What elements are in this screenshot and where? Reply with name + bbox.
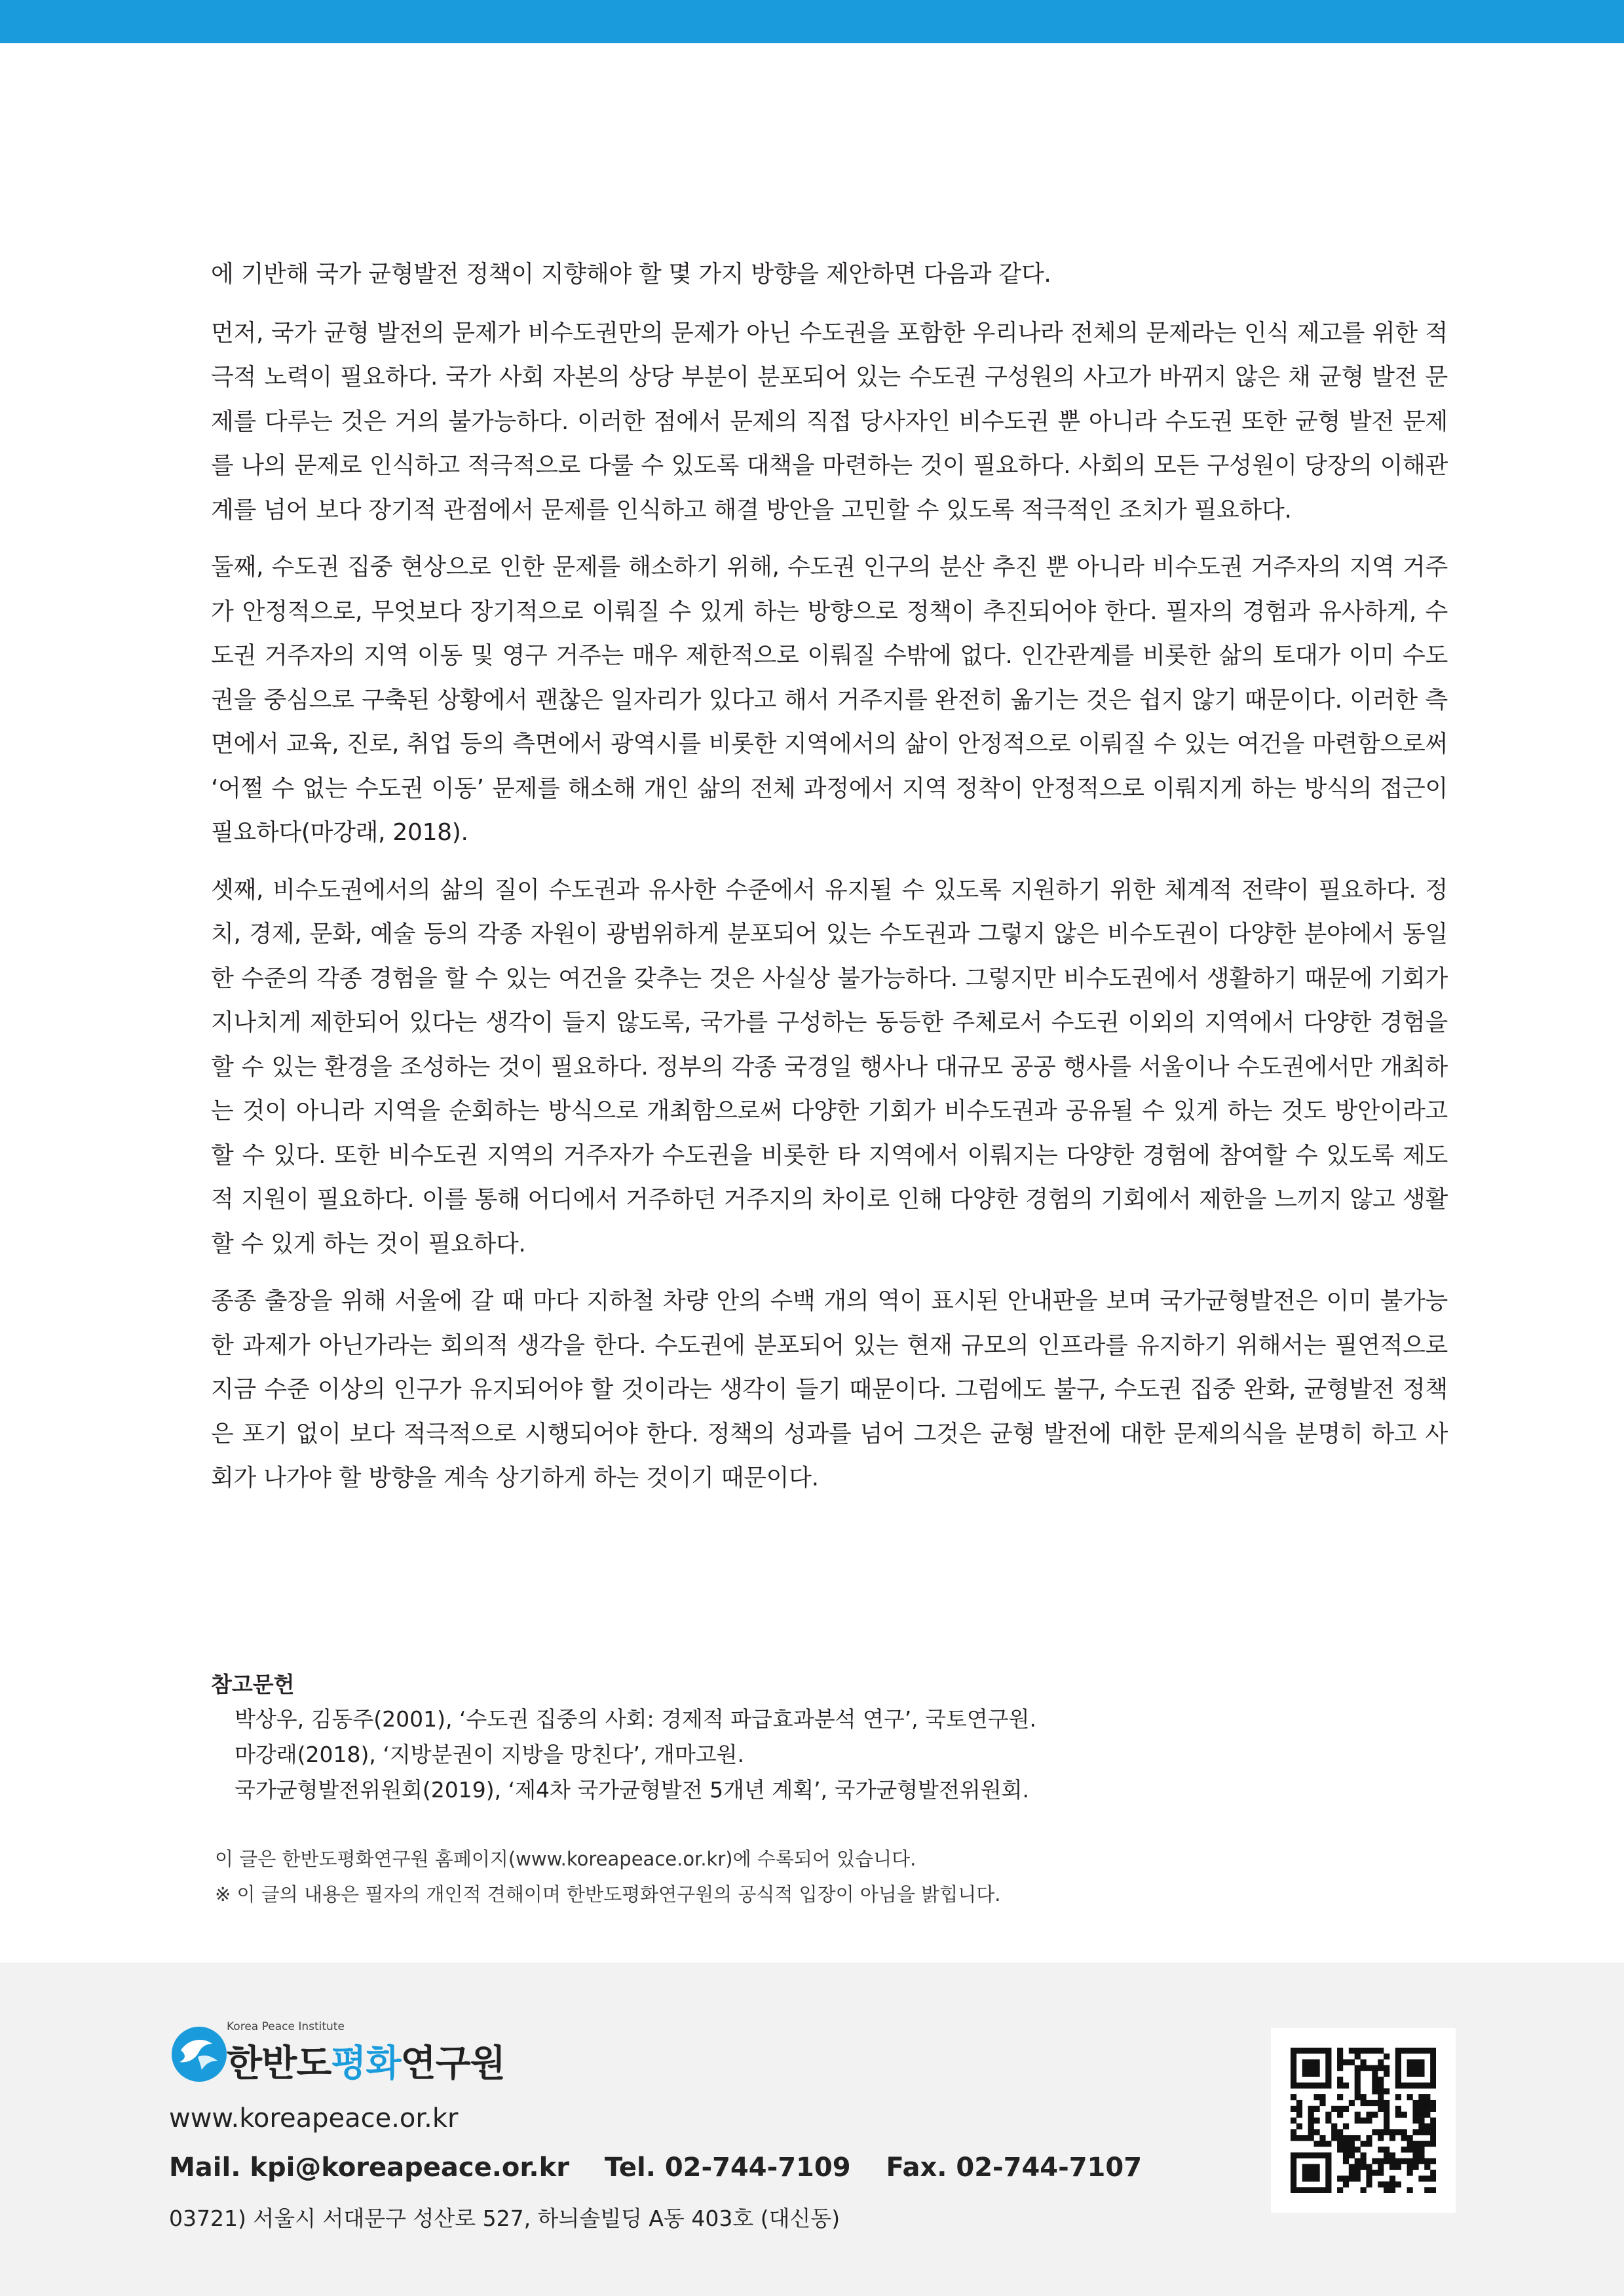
qr-code-icon[interactable]: [1271, 2028, 1456, 2213]
reference-item: 국가균형발전위원회(2019), ‘제4차 국가균형발전 5개년 계획’, 국가균형발전위원회.: [235, 1777, 1029, 1803]
paragraph-third: 셋째, 비수도권에서의 삶의 질이 수도권과 유사한 수준에서 유지될 수 있도록 지원하기 위한 체계적 전략이 필요하다. 정치, 경제, 문화, 예술 등의 각종 자원이 광범위하게 분포되어 있는 수도권과 그렇지 않은 비수도권이 다양한 분야에서 동일한 수준의 각종 경험을 할 수 있는 여건을 갖추는 것은 사실상 불가능하다. 그렇지만 비수도권에서 생활하기 때문에 기회가 지나치게 제한되어 있다는 생각이 들지 않도록, 국가를 구성하는 동등한 주체로서 수도권 이외의 지역에서 다양한 경험을 할 수 있는 환경을 조성하는 것이 필요하다. 정부의 각종 국경일 행사나 대규모 공공 행사를 서울이나 수도권에서만 개최하는 것이 아니라 지역을 순회하는 방식으로 개최함으로써 다양한 기회가 비수도권과 공유될 수 있게 하는 것도 방안이라고 할 수 있다. 또한 비수도권 지역의 거주자가 수도권을 비롯한 타 지역에서 이뤄지는 다양한 경험에 참여할 수 있도록 제도적 지원이 필요하다. 이를 통해 어디에서 거주하던 거주지의 차이로 인해 다양한 경험의 기회에서 제한을 느끼지 않고 생활할 수 있게 하는 것이 필요하다.: [211, 876, 1448, 1257]
address: 03721) 서울시 서대문구 성산로 527, 하늬솔빌딩 A동 403호 (대신동): [169, 2206, 840, 2231]
website-link[interactable]: www.koreapeace.or.kr: [169, 2103, 459, 2133]
logo-name-part: 한반도: [227, 2042, 331, 2085]
top-accent-bar: [0, 0, 1624, 43]
fax-number: Fax. 02-744-7107: [886, 2152, 1142, 2183]
paragraph-second: 둘째, 수도권 집중 현상으로 인한 문제를 해소하기 위해, 수도권 인구의 분산 추진 뿐 아니라 비수도권 거주자의 지역 거주가 안정적으로, 무엇보다 장기적으로 이뤄질 수 있게 하는 방향으로 정책이 추진되어야 한다. 필자의 경험과 유사하게, 수도권 거주자의 지역 이동 및 영구 거주는 매우 제한적으로 이뤄질 수밖에 없다. 인간관계를 비롯한 삶의 토대가 이미 수도권을 중심으로 구축된 상황에서 괜찮은 일자리가 있다고 해서 거주지를 완전히 옮기는 것은 쉽지 않기 때문이다. 이러한 측면에서 교육, 진로, 취업 등의 측면에서 광역시를 비롯한 지역에서의 삶이 안정적으로 이뤄질 수 있는 여건을 마련함으로써 ‘어쩔 수 없는 수도권 이동’ 문제를 해소해 개인 삶의 전체 과정에서 지역 정착이 안정적으로 이뤄지게 하는 방식의 접근이 필요하다(마강래, 2018).: [211, 554, 1448, 846]
article-body: [211, 252, 1448, 1514]
paragraph-intro: 에 기반해 국가 균형발전 정책이 지향해야 할 몇 가지 방향을 제안하면 다음과 같다.: [211, 261, 1051, 288]
qr-code-graphic: [1291, 2048, 1436, 2193]
publication-note: 이 글은 한반도평화연구원 홈페이지(www.koreapeace.or.kr)에 수록되어 있습니다.: [215, 1848, 916, 1870]
dove-globe-icon: [169, 2024, 229, 2084]
reference-item: 마강래(2018), ‘지방분권이 지방을 망친다’, 개마고원.: [235, 1742, 744, 1767]
notes-section: [215, 1841, 1446, 1912]
footer: [0, 1962, 1624, 2296]
tel-number: Tel. 02-744-7109: [604, 2152, 851, 2183]
disclaimer-note: ※ 이 글의 내용은 필자의 개인적 견해이며 한반도평화연구원의 공식적 입장이 아님을 밝힙니다.: [215, 1883, 1001, 1905]
paragraph-first: 먼저, 국가 균형 발전의 문제가 비수도권만의 문제가 아닌 수도권을 포함한 우리나라 전체의 문제라는 인식 제고를 위한 적극적 노력이 필요하다. 국가 사회 자본의 상당 부분이 분포되어 있는 수도권 구성원의 사고가 바뀌지 않은 채 균형 발전 문제를 다루는 것은 거의 불가능하다. 이러한 점에서 문제의 직접 당사자인 비수도권 뿐 아니라 수도권 또한 균형 발전 문제를 나의 문제로 인식하고 적극적으로 다룰 수 있도록 대책을 마련하는 것이 필요하다. 사회의 모든 구성원이 당장의 이해관계를 넘어 보다 장기적 관점에서 문제를 인식하고 해결 방안을 고민할 수 있도록 적극적인 조치가 필요하다.: [211, 319, 1448, 524]
contact-line: [169, 2152, 1142, 2183]
references-section: [211, 1668, 1448, 1808]
paragraph-conclusion: 종종 출장을 위해 서울에 갈 때 마다 지하철 차량 안의 수백 개의 역이 표시된 안내판을 보며 국가균형발전은 이미 불가능한 과제가 아닌가라는 회의적 생각을 한다. 수도권에 분포되어 있는 현재 규모의 인프라를 유지하기 위해서는 필연적으로 지금 수준 이상의 인구가 유지되어야 할 것이라는 생각이 들기 때문이다. 그럼에도 불구, 수도권 집중 완화, 균형발전 정책은 포기 없이 보다 적극적으로 시행되어야 한다. 정책의 성과를 넘어 그것은 균형 발전에 대한 문제의식을 분명히 하고 사회가 나가야 할 방향을 계속 상기하게 하는 것이기 때문이다.: [211, 1288, 1448, 1491]
logo-english-name: Korea Peace Institute: [227, 2020, 345, 2033]
logo-name-accent: 평화: [331, 2042, 401, 2085]
references-title: 참고문헌: [211, 1672, 295, 1697]
logo-korean-name: [227, 2035, 505, 2087]
mail-link[interactable]: Mail. kpi@koreapeace.or.kr: [169, 2152, 569, 2183]
reference-item: 박상우, 김동주(2001), ‘수도권 집중의 사회: 경제적 파급효과분석 연구’, 국토연구원.: [235, 1706, 1037, 1732]
logo-name-part: 연구원: [400, 2042, 505, 2085]
